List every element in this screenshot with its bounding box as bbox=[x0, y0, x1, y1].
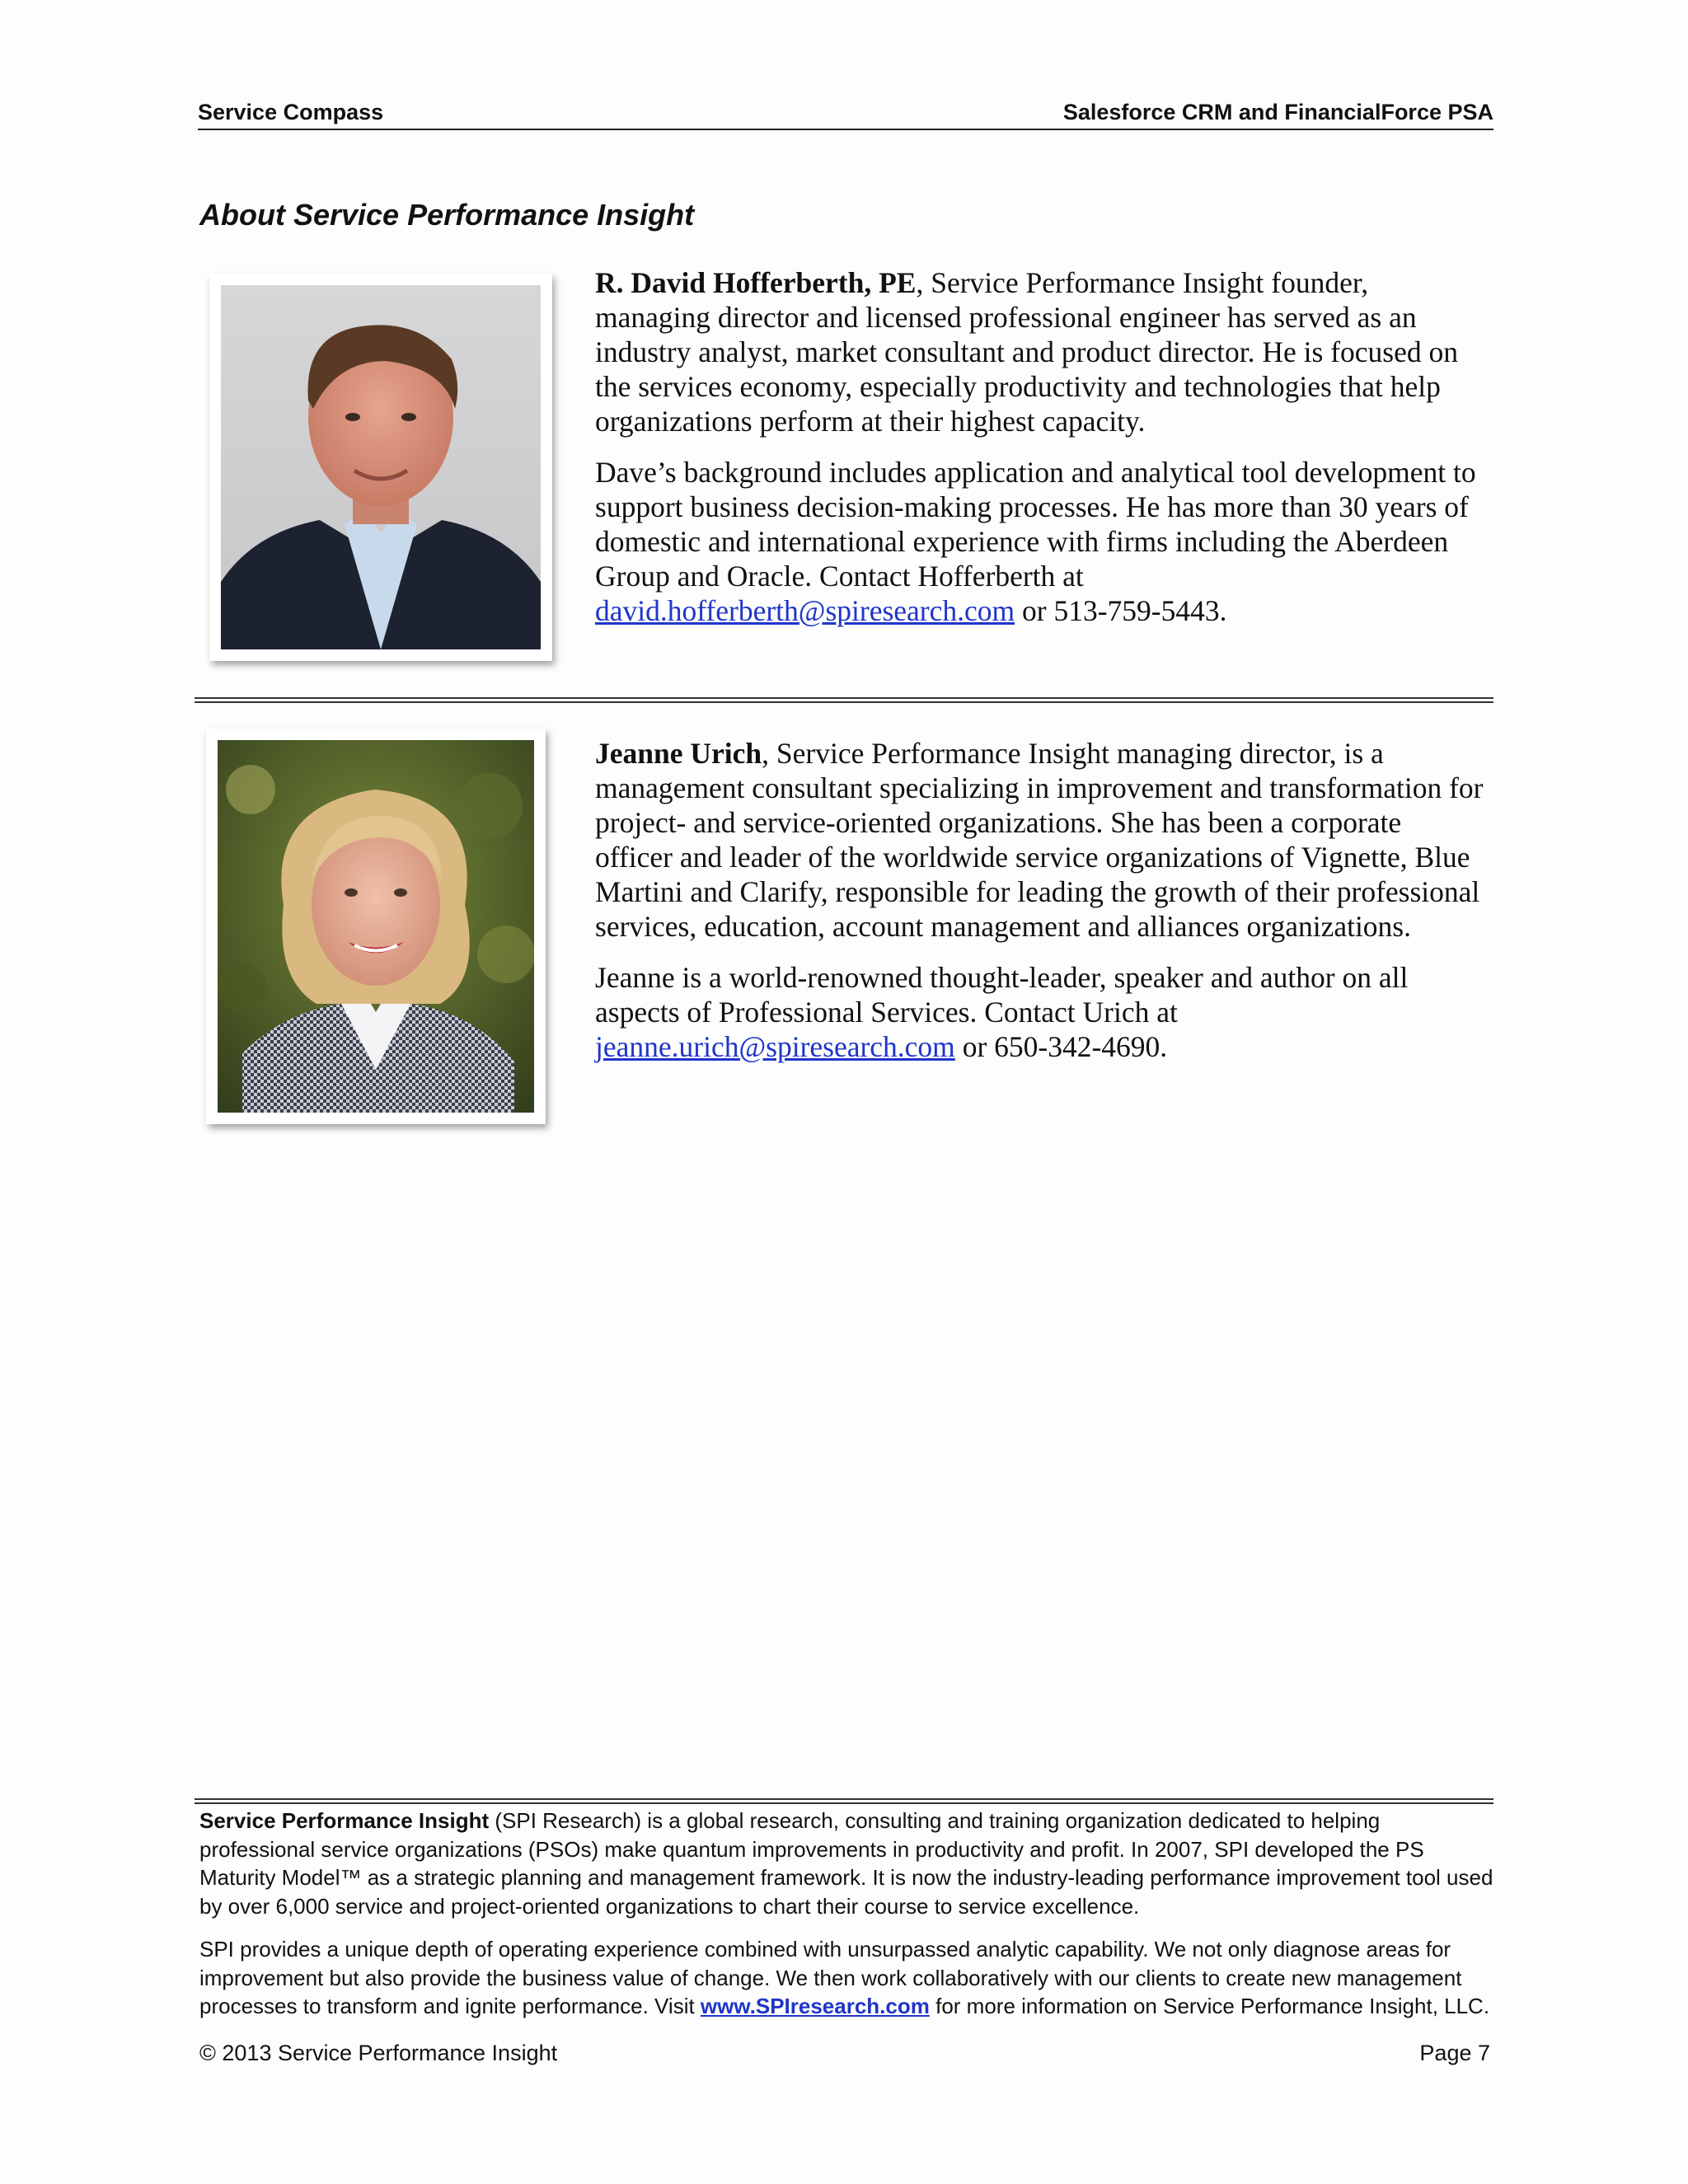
hofferberth-bio bbox=[595, 265, 1484, 644]
urich-bio bbox=[595, 736, 1484, 1080]
page-header bbox=[198, 97, 1493, 130]
footer-text: SPI provides a unique depth of operating experience combined with unsurpassed analytic capability. We not only diagnose areas for improvement but also provide the business value of change. We then work collaboratively with our clients to create new management processes to transform and ignite performance. Visit bbox=[199, 1937, 1462, 2018]
bio-text: , Service Performance Insight founder, managing director and licensed professional engineer has served as an industry analyst, market consultant and product director. He is focused on the services economy, especially productivity and technologies that help organizations perform at their highest capacity. bbox=[595, 266, 1458, 438]
footer-paragraph bbox=[199, 1935, 1493, 2021]
copyright-text: © 2013 Service Performance Insight bbox=[199, 2041, 558, 2065]
bio-text: , Service Performance Insight managing director, is a management consultant specializing in improvement and transformation for project- and service-oriented organizations. She has been a corporate officer and leader of the worldwide service organizations of Vignette, Blue Martini and Clarify, responsible for leading the growth of their professional services, education, account management and alliances organizations. bbox=[595, 737, 1484, 943]
page-number: Page 7 bbox=[1419, 2041, 1490, 2065]
section-divider bbox=[195, 697, 1493, 703]
phone-text: or 650-342-4690. bbox=[954, 1030, 1168, 1063]
company-footer bbox=[199, 1807, 1493, 2036]
bio-paragraph bbox=[595, 960, 1484, 1064]
email-link[interactable]: jeanne.urich@spiresearch.com bbox=[595, 1030, 955, 1063]
bio-paragraph bbox=[595, 736, 1484, 944]
bio-paragraph bbox=[595, 265, 1484, 438]
section-title: About Service Performance Insight bbox=[199, 198, 695, 232]
bio-text: Dave’s background includes application and analytical tool development to support business decision-making processes. He has more than 30 years of domestic and international experience with firms including the Aberdeen Group and Oracle. Contact Hofferberth at bbox=[595, 456, 1476, 593]
footer-text: for more information on Service Performance Insight, LLC. bbox=[929, 1994, 1490, 2018]
bio-paragraph bbox=[595, 455, 1484, 628]
footer-org-name: Service Performance Insight bbox=[199, 1808, 490, 1833]
header-right: Salesforce CRM and FinancialForce PSA bbox=[1062, 100, 1493, 124]
footer-text: (SPI Research) is a global research, consulting and training organization dedicated to helping professional service organizations (PSOs) make quantum improvements in productivity and profit. In 2007, SPI developed the PS Maturity Model™ as a strategic planning and management framework. It is now the industry-leading performance improvement tool used by over 6,000 service and project-oriented organizations to chart their course to service excellence. bbox=[199, 1808, 1493, 1919]
phone-text: or 513-759-5443. bbox=[1015, 594, 1227, 627]
page-footer bbox=[199, 2041, 1490, 2066]
email-link[interactable]: david.hofferberth@spiresearch.com bbox=[595, 594, 1015, 627]
bio-name: Jeanne Urich bbox=[595, 737, 762, 770]
header-left: Service Compass bbox=[198, 100, 384, 124]
urich-photo bbox=[206, 729, 546, 1124]
man-portrait-image bbox=[221, 285, 541, 649]
footer-paragraph bbox=[199, 1807, 1493, 1920]
footer-divider bbox=[195, 1798, 1493, 1804]
bio-text: Jeanne is a world-renowned thought-leader, speaker and author on all aspects of Professional Services. Contact Urich at bbox=[595, 961, 1409, 1029]
hofferberth-photo bbox=[209, 274, 552, 661]
bio-name: R. David Hofferberth, PE bbox=[595, 266, 917, 299]
woman-portrait-image bbox=[218, 740, 534, 1113]
website-link[interactable]: www.SPIresearch.com bbox=[700, 1994, 930, 2018]
